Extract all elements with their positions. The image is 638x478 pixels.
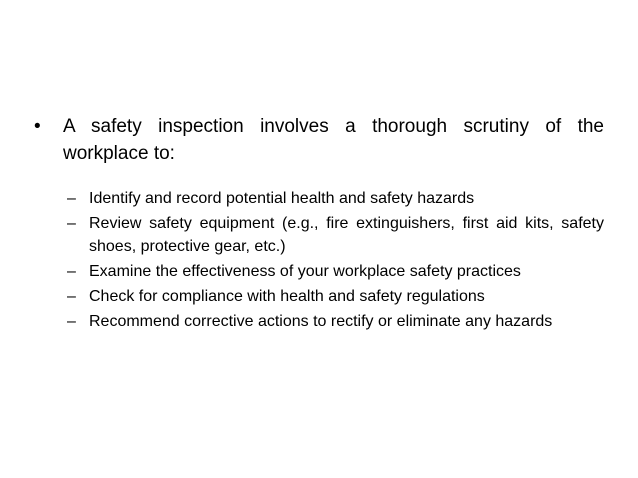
slide-content xyxy=(34,113,604,335)
sub-bullet-item xyxy=(67,212,604,258)
main-bullet xyxy=(34,113,604,167)
dash-marker: – xyxy=(67,190,76,207)
sub-bullet-text: Review safety equipment (e.g., fire extinguishers, first aid kits, safety shoes, protective gear, etc.) xyxy=(89,215,604,255)
main-bullet-text: A safety inspection involves a thorough scrutiny of the workplace to: xyxy=(63,116,604,164)
sub-bullet-text: Check for compliance with health and safety regulations xyxy=(89,288,485,305)
dash-marker: – xyxy=(67,313,76,330)
sub-bullet-text: Identify and record potential health and safety hazards xyxy=(89,190,475,207)
sub-bullet-item xyxy=(67,260,604,283)
sub-bullet-item xyxy=(67,285,604,308)
sub-bullet-item xyxy=(67,187,604,210)
dash-marker: – xyxy=(67,215,76,232)
sub-bullet-text: Recommend corrective actions to rectify or eliminate any hazards xyxy=(89,313,553,330)
dash-marker: – xyxy=(67,288,76,305)
sub-bullet-text: Examine the effectiveness of your workplace safety practices xyxy=(89,263,521,280)
sub-bullet-list xyxy=(67,187,604,333)
dash-marker: – xyxy=(67,263,76,280)
bullet-marker: • xyxy=(34,116,41,137)
sub-bullet-item xyxy=(67,310,604,333)
